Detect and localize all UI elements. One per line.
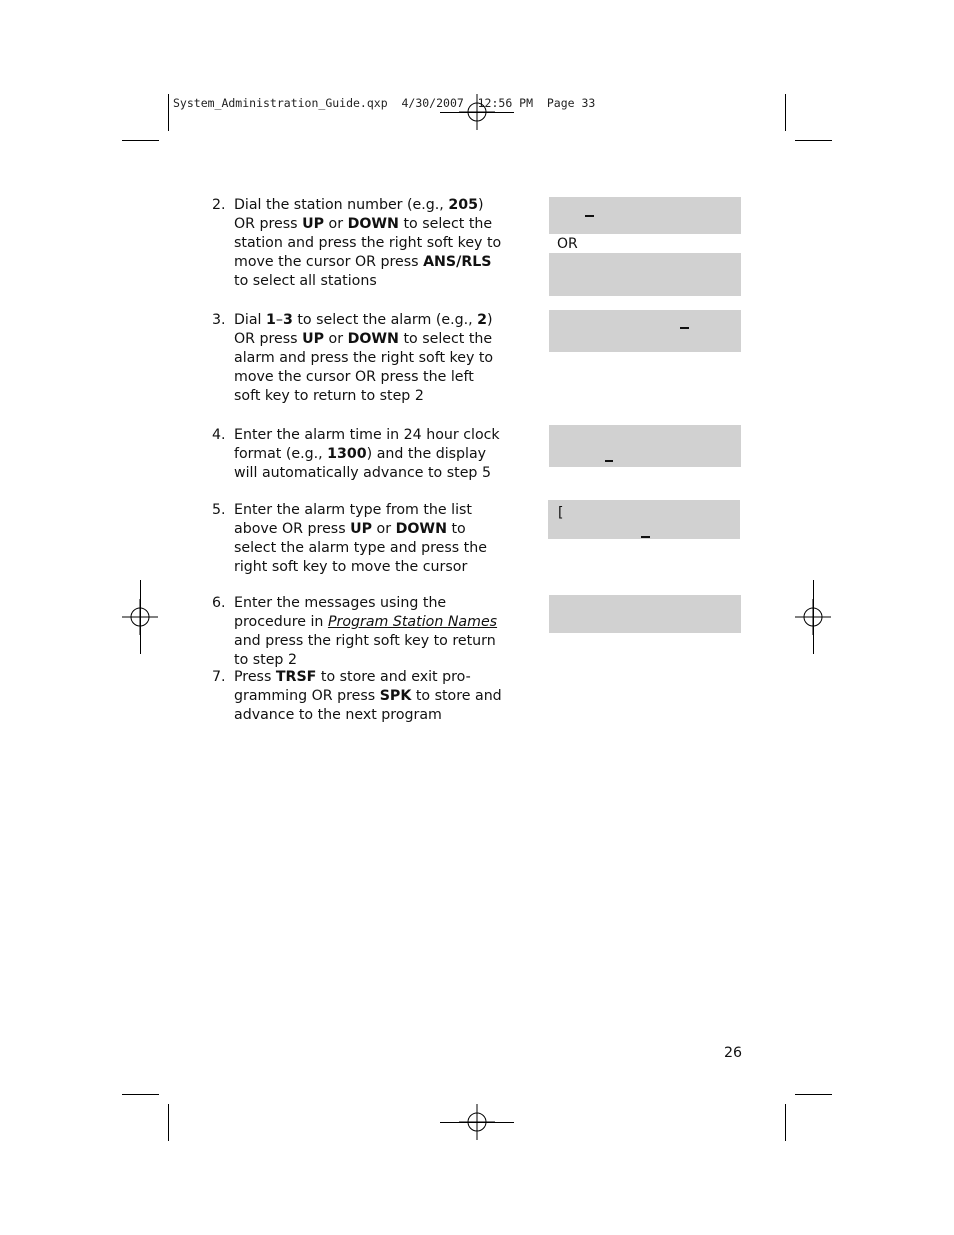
step-text-run: Dial	[234, 312, 267, 328]
lcd-cursor	[641, 536, 650, 538]
step-text-run: ) OR press	[234, 312, 493, 347]
key-name: 3	[282, 312, 293, 328]
lcd-display	[549, 595, 741, 633]
step-text-run: Enter the alarm time in 24 hour clock format (e.g.,	[234, 427, 500, 462]
step-text-run: Enter the messages using the procedure in	[234, 595, 447, 630]
crop-mark	[795, 140, 832, 141]
step-text-run: to select all stations	[234, 273, 377, 289]
registration-line	[440, 112, 514, 113]
lcd-cursor	[680, 327, 689, 329]
key-name: DOWN	[347, 331, 399, 347]
lcd-display	[549, 253, 741, 296]
registration-line	[140, 580, 141, 654]
key-name: ANS/RLS	[423, 254, 492, 270]
step-text-run: to select the alarm (e.g.,	[292, 312, 478, 328]
step-text-run: to select the alarm type and press the right soft key to move the cursor	[234, 521, 487, 575]
step-text-run: to select the alarm and press the right soft key to move the cursor OR press the left soft key to return to step 2	[234, 331, 494, 404]
print-slug: System_Administration_Guide.qxp 4/30/2007 12:56 PM Page 33	[173, 96, 596, 110]
step-number: 6.	[212, 595, 226, 611]
step-number: 4.	[212, 427, 226, 443]
crop-mark	[122, 1094, 159, 1095]
step-number: 3.	[212, 312, 226, 328]
key-name: TRSF	[275, 669, 317, 685]
step-text	[234, 196, 504, 291]
step-text-run: or	[324, 331, 348, 347]
key-name: 205	[448, 197, 478, 213]
lcd-cursor	[605, 460, 613, 462]
step-text-run: to select the station and press the right soft key to move the cursor OR press	[234, 216, 502, 270]
step-text	[234, 594, 504, 670]
lcd-bracket: [	[558, 505, 564, 521]
key-name: DOWN	[395, 521, 447, 537]
crop-mark	[168, 94, 169, 131]
lcd-display	[549, 310, 741, 352]
key-name: UP	[350, 521, 373, 537]
step-text	[234, 426, 504, 483]
step-text	[234, 311, 504, 406]
step-text-run: Enter the alarm type from the list above OR press	[234, 502, 472, 537]
step-text-run: or	[324, 216, 348, 232]
lcd-display	[549, 425, 741, 467]
key-name: DOWN	[347, 216, 399, 232]
cross-reference-link[interactable]: Program Station Names	[327, 614, 498, 630]
key-name: 1	[266, 312, 276, 328]
key-name: 2	[477, 312, 488, 328]
registration-line	[440, 1122, 514, 1123]
step-text-run: Press	[234, 669, 276, 685]
step-text-run: ) and the display will automatically advance to step 5	[234, 446, 491, 481]
key-name: UP	[302, 216, 325, 232]
lcd-display	[548, 500, 740, 539]
step-text-run: to store and advance to the next program	[234, 688, 502, 723]
lcd-display	[549, 197, 741, 234]
step-text	[234, 501, 504, 577]
key-name: UP	[302, 331, 325, 347]
page-number: 26	[724, 1045, 743, 1061]
step-text-run: and press the right soft key to return to step 2	[234, 633, 496, 668]
step-number: 7.	[212, 669, 226, 685]
step-text-run: or	[372, 521, 396, 537]
or-label: OR	[557, 236, 578, 252]
crop-mark	[785, 94, 786, 131]
crop-mark	[785, 1104, 786, 1141]
step-number: 2.	[212, 197, 226, 213]
crop-mark	[168, 1104, 169, 1141]
crop-mark	[795, 1094, 832, 1095]
step-text-run: to store and exit pro-gramming OR press	[234, 669, 471, 704]
step-text-run: –	[275, 312, 283, 328]
crop-mark	[122, 140, 159, 141]
lcd-cursor	[585, 215, 594, 217]
key-name: SPK	[379, 688, 412, 704]
step-text-run: ) OR press	[234, 197, 484, 232]
step-text	[234, 668, 504, 725]
step-number: 5.	[212, 502, 226, 518]
step-text-run: Dial the station number (e.g.,	[234, 197, 449, 213]
registration-line	[813, 580, 814, 654]
key-name: 1300	[327, 446, 367, 462]
